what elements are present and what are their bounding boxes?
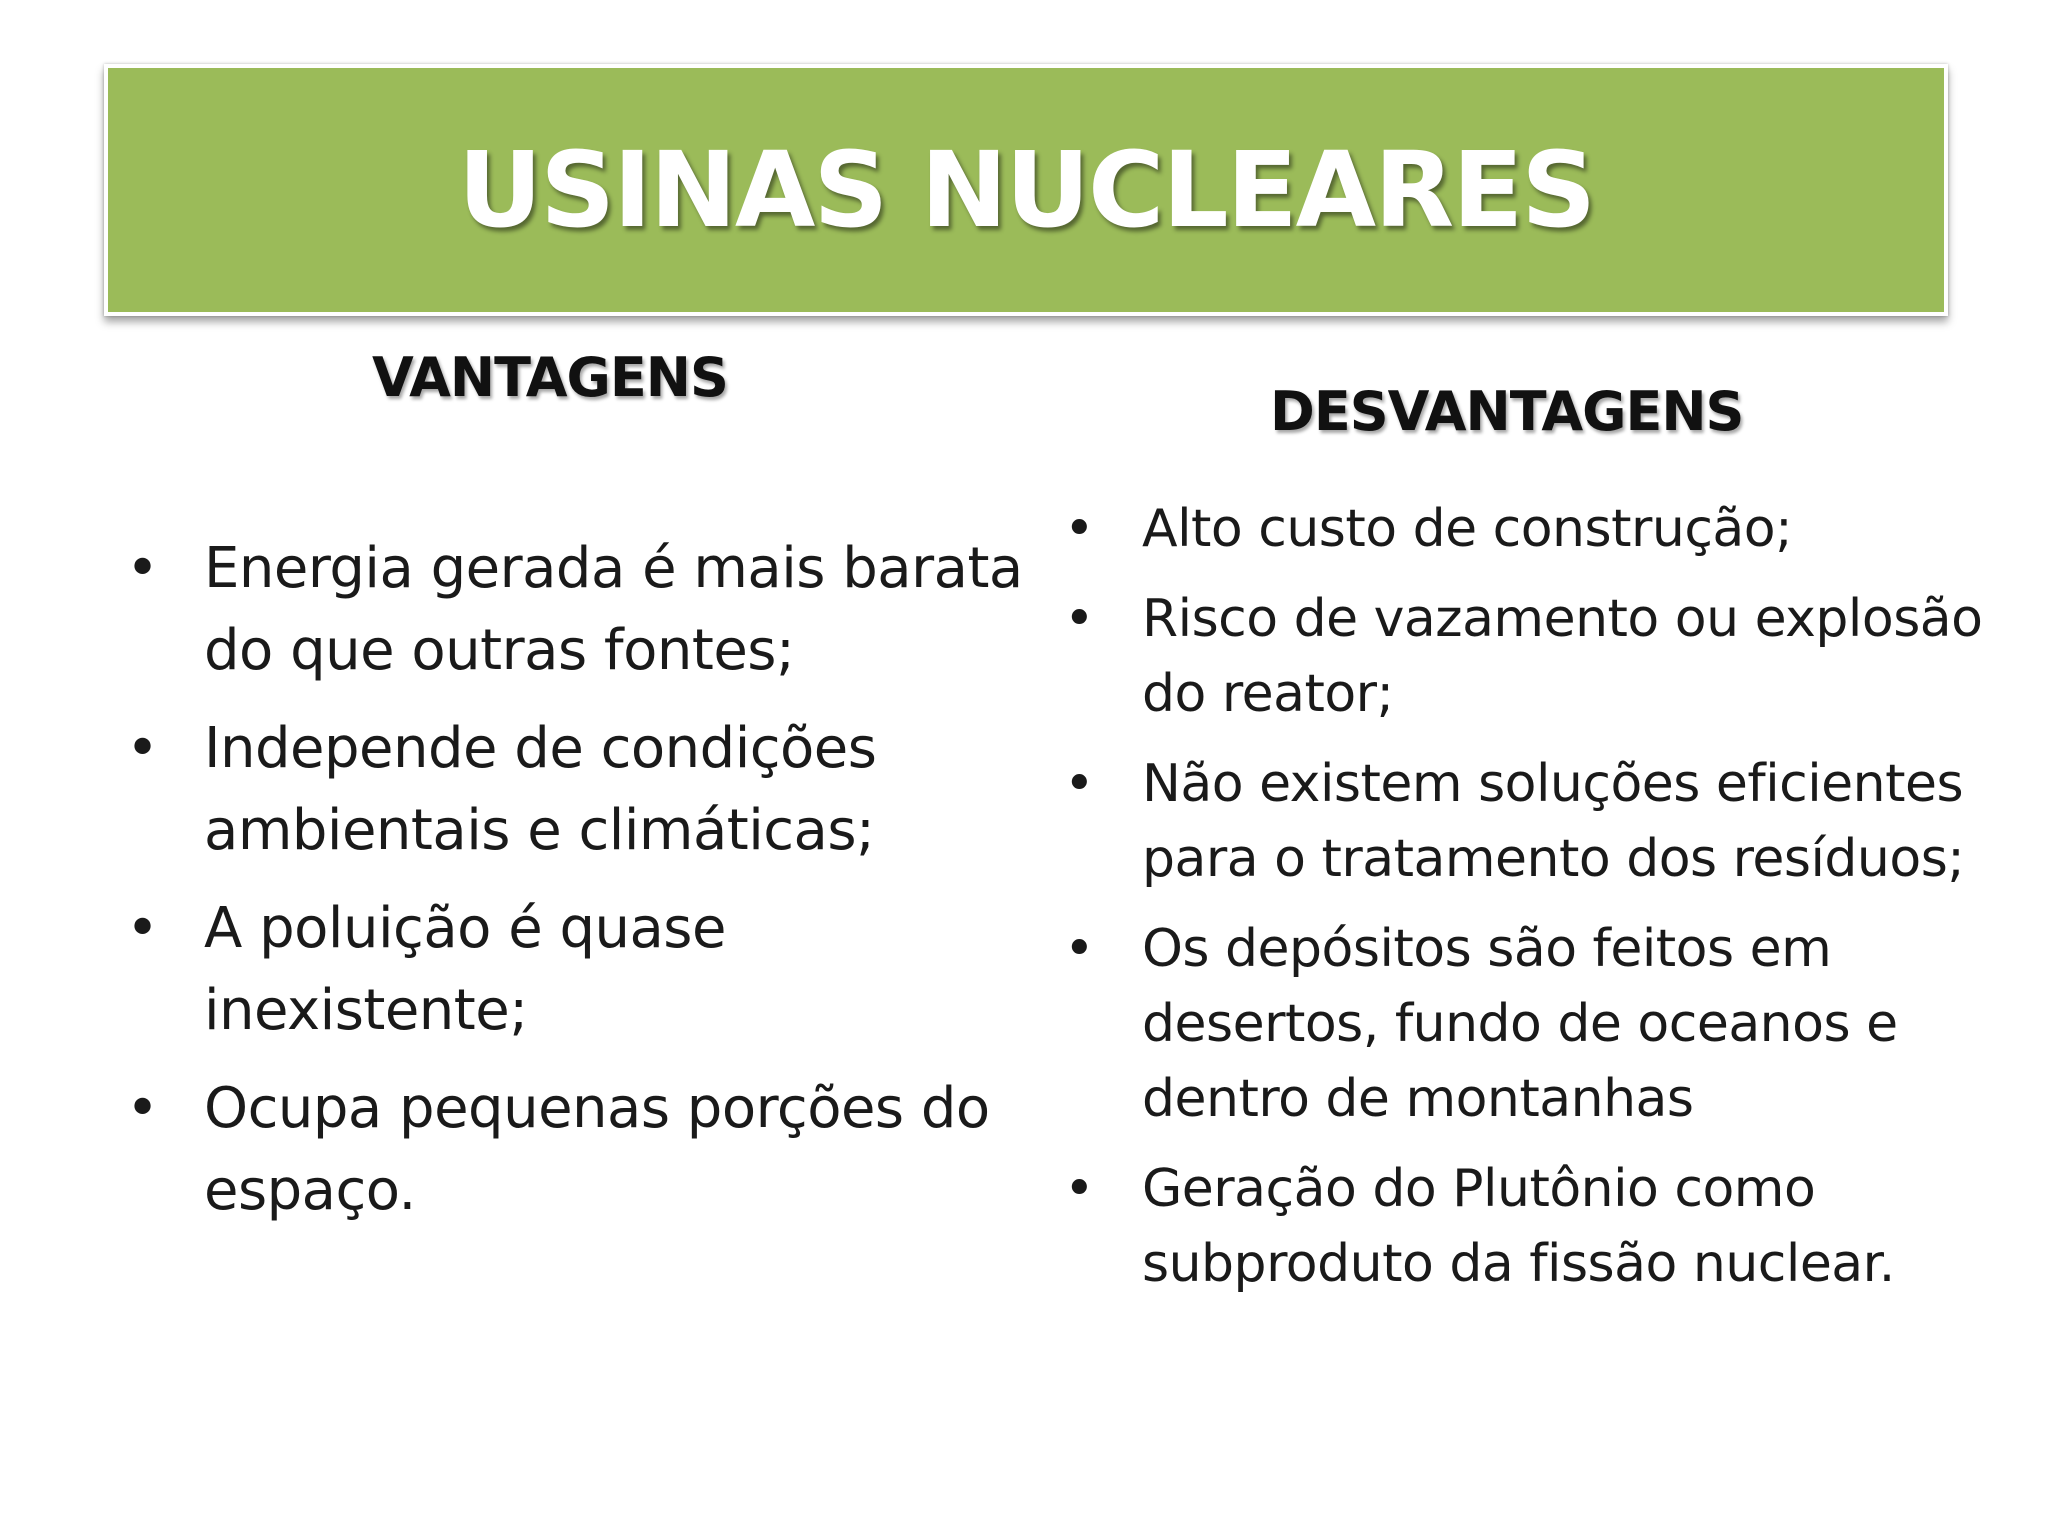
list-item-text: Alto custo de construção; bbox=[1142, 499, 1793, 559]
list-item-text: A poluição é quase inexistente; bbox=[204, 896, 726, 1043]
list-item-text: Independe de condições ambientais e climáticas; bbox=[204, 716, 877, 863]
bullet-icon: • bbox=[1064, 499, 1095, 559]
bullet-icon: • bbox=[126, 536, 159, 601]
list-item bbox=[126, 888, 1026, 1052]
list-item bbox=[1064, 747, 2004, 897]
title-banner bbox=[104, 64, 1948, 316]
bullet-icon: • bbox=[126, 896, 159, 961]
disadvantages-list bbox=[1064, 492, 2004, 1317]
advantages-heading: VANTAGENS bbox=[372, 346, 728, 409]
list-item-text: Energia gerada é mais barata do que outras fontes; bbox=[204, 536, 1023, 683]
list-item-text: Os depósitos são feitos em desertos, fundo de oceanos e dentro de montanhas bbox=[1142, 919, 1898, 1129]
slide-title: USINAS NUCLEARES bbox=[457, 129, 1595, 251]
list-item bbox=[1064, 1152, 2004, 1302]
bullet-icon: • bbox=[126, 716, 159, 781]
list-item bbox=[126, 528, 1026, 692]
bullet-icon: • bbox=[1064, 919, 1095, 979]
list-item-text: Geração do Plutônio como subproduto da fissão nuclear. bbox=[1142, 1159, 1895, 1294]
list-item-text: Risco de vazamento ou explosão do reator; bbox=[1142, 589, 1983, 724]
list-item-text: Ocupa pequenas porções do espaço. bbox=[204, 1076, 990, 1223]
bullet-icon: • bbox=[1064, 1159, 1095, 1219]
bullet-icon: • bbox=[1064, 754, 1095, 814]
list-item bbox=[126, 708, 1026, 872]
advantages-list bbox=[126, 528, 1026, 1248]
list-item bbox=[1064, 582, 2004, 732]
disadvantages-heading: DESVANTAGENS bbox=[1270, 380, 1744, 443]
list-item bbox=[1064, 492, 2004, 567]
list-item bbox=[126, 1068, 1026, 1232]
list-item-text: Não existem soluções eficientes para o tratamento dos resíduos; bbox=[1142, 754, 1965, 889]
bullet-icon: • bbox=[1064, 589, 1095, 649]
list-item bbox=[1064, 912, 2004, 1137]
bullet-icon: • bbox=[126, 1076, 159, 1141]
